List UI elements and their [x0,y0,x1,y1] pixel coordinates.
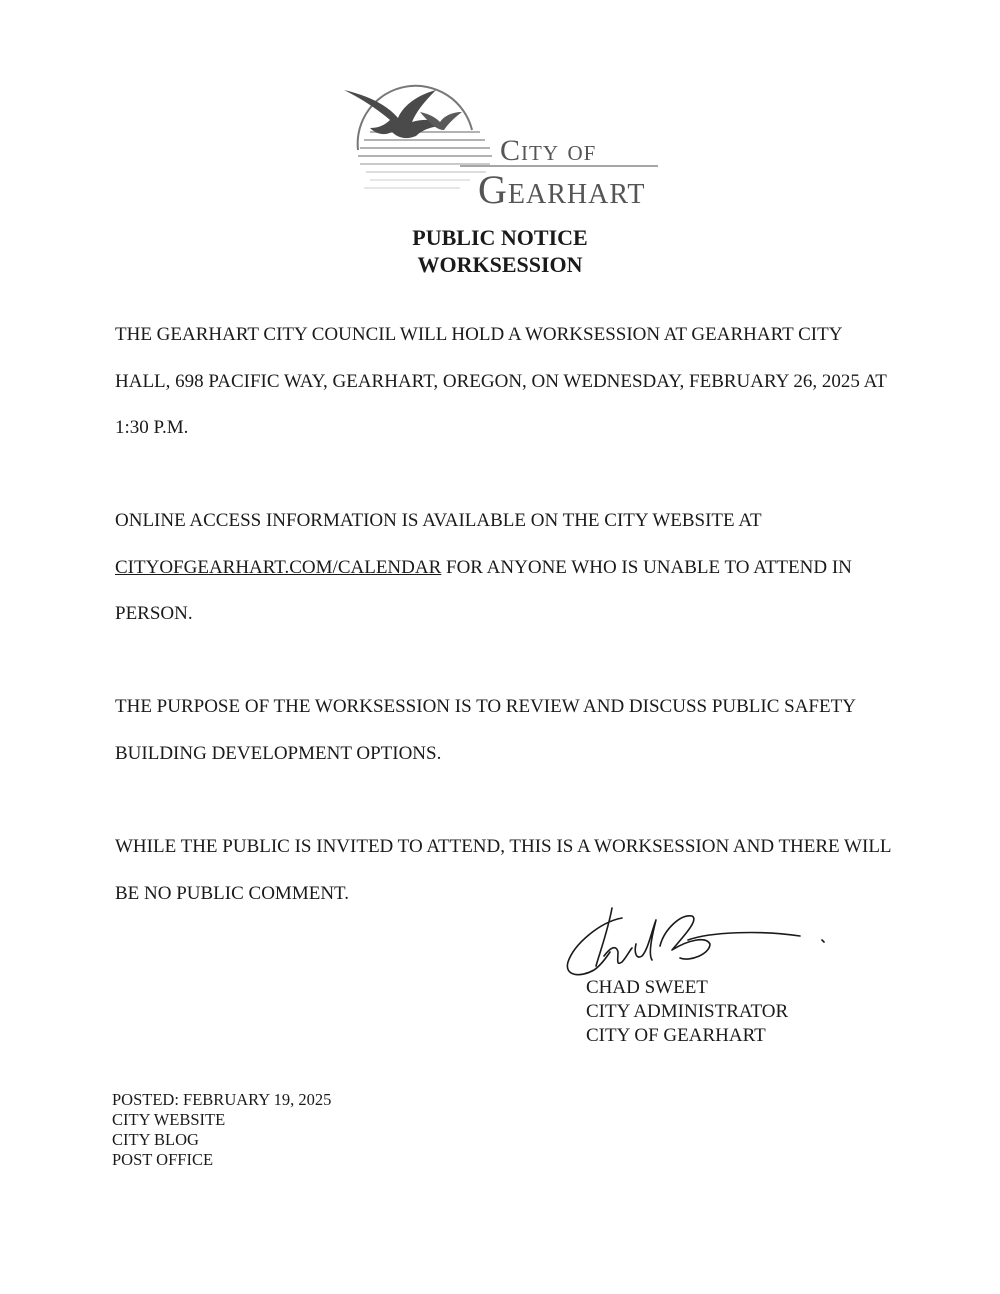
posted-location: CITY BLOG [112,1130,199,1149]
online-access-text: ONLINE ACCESS INFORMATION IS AVAILABLE ON THE CITY WEBSITE AT [115,510,762,531]
posted-block [112,1090,331,1170]
posted-location: POST OFFICE [112,1150,214,1169]
logo-gearhart-text: Gearhart [478,167,646,212]
notice-title: PUBLIC NOTICE [412,225,588,250]
meeting-details-paragraph: THE GEARHART CITY COUNCIL WILL HOLD A WORKSESSION AT GEARHART CITY HALL, 698 PACIFIC WAY, GEARHART, OREGON, ON WEDNESDAY, FEBRUARY 26, 2025 AT 1:30 P.M. [115,324,887,438]
calendar-link[interactable]: CITYOFGEARHART.COM/CALENDAR [115,556,442,578]
city-logo [340,82,670,212]
posted-location: CITY WEBSITE [112,1110,226,1129]
online-access-text-end: FOR ANYONE WHO IS UNABLE TO ATTEND IN PERSON. [115,556,852,624]
online-access-paragraph [115,498,895,638]
logo-city-of-text: City of [500,134,597,167]
signer-org: CITY OF GEARHART [586,1025,766,1046]
purpose-paragraph: THE PURPOSE OF THE WORKSESSION IS TO REVIEW AND DISCUSS PUBLIC SAFETY BUILDING DEVELOPMENT OPTIONS. [115,696,856,764]
posted-date: POSTED: FEBRUARY 19, 2025 [112,1090,332,1109]
notice-subtitle: WORKSESSION [417,252,583,277]
signer-block [586,976,788,1048]
no-comment-paragraph: WHILE THE PUBLIC IS INVITED TO ATTEND, THIS IS A WORKSESSION AND THERE WILL BE NO PUBLIC COMMENT. [115,836,891,904]
signer-role: CITY ADMINISTRATOR [586,1001,789,1022]
signer-name: CHAD SWEET [586,977,708,998]
